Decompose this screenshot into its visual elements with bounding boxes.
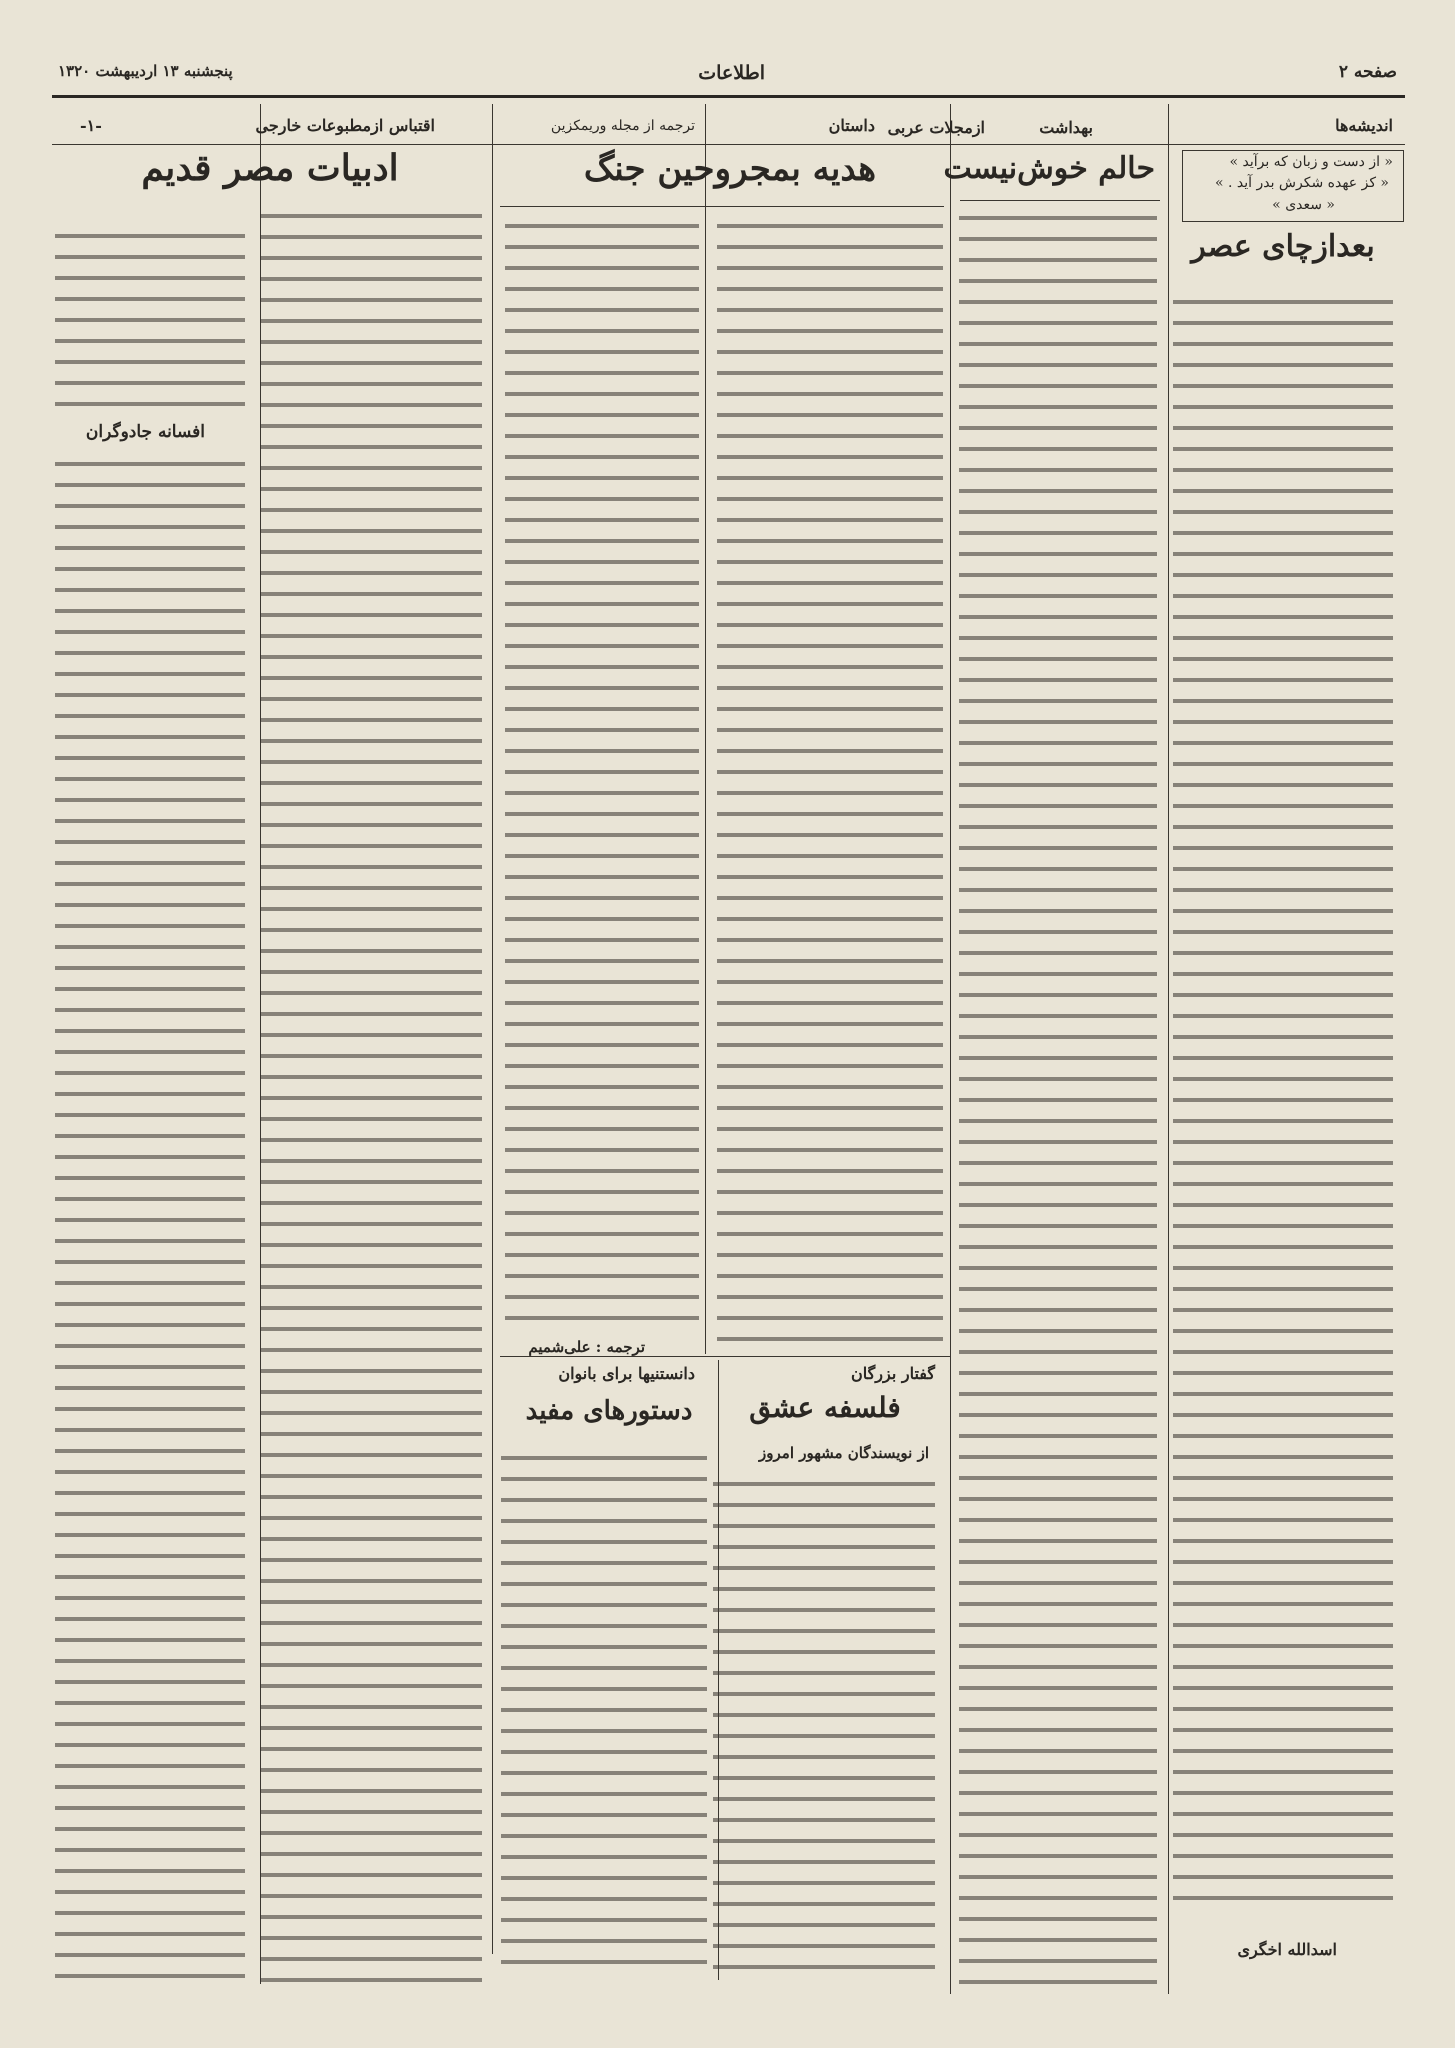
newspaper-name: اطلاعات (698, 62, 765, 84)
poem-line-2: « کز عهده شکرش بدر آید . » (1214, 175, 1389, 191)
egypt-literature-title: ادبیات مصر قدیم (141, 147, 399, 189)
column-rule-1 (1168, 104, 1169, 1994)
health-title: حالم خوش‌نیست (943, 151, 1155, 186)
section-health: بهداشت (1039, 118, 1093, 137)
header-rule (52, 95, 1405, 98)
egypt-body-left-lower (55, 452, 245, 1982)
section-foreign-press: اقتباس ازمطبوعات خارجی (255, 116, 435, 135)
philosophy-body (713, 1472, 935, 1972)
section-women-knowledge: دانستنیها برای بانوان (558, 1364, 695, 1383)
health-title-rule (960, 200, 1160, 201)
section-story: داستان (828, 116, 875, 135)
gift-story-body-left (505, 214, 699, 1334)
health-text (959, 209, 1157, 959)
column-rule-4 (492, 104, 493, 1954)
page-number: صفحه ۲ (1338, 62, 1397, 82)
philosophy-text (713, 1475, 935, 1784)
gift-story-body-right (717, 214, 943, 1344)
section-great-sayings: گفتار بزرگان (851, 1364, 935, 1383)
section-label-rule (52, 144, 1405, 145)
gift-story-title: هدیه بمجروحین جنگ (583, 149, 877, 189)
column-rule-2 (950, 104, 951, 1994)
column-rule-3 (705, 104, 706, 1354)
recipes-text (501, 1449, 707, 1884)
gift-story-translator: ترجمه : علی‌شمیم (528, 1338, 645, 1356)
gift-title-rule (500, 206, 944, 207)
section-foreign-magazines: ازمجلات عربی (887, 118, 985, 137)
poem-author: « سعدی » (1272, 197, 1335, 213)
page-mark: -۱- (80, 116, 102, 135)
egypt-text (260, 207, 482, 1272)
recipes-body (501, 1446, 707, 1966)
issue-date: پنجشنبه ۱۳ اردیبهشت ۱۳۲۰ (58, 62, 233, 80)
after-tea-title: بعدازچای عصر (1191, 229, 1375, 264)
section-translated-from: ترجمه از مجله وریمکزین (550, 118, 695, 134)
after-tea-body (1173, 290, 1393, 1910)
egypt-body-right (260, 204, 482, 1984)
section-thoughts: اندیشه‌ها (1335, 116, 1393, 135)
lower-section-rule (500, 1356, 950, 1357)
egypt-body-left (55, 224, 245, 414)
philosophy-title: فلسفه عشق (749, 1391, 901, 1424)
gift-story-text (717, 217, 943, 1051)
recipes-title: دستورهای مفید (525, 1396, 693, 1426)
poem-line-1: « از دست و زبان که برآید » (1229, 154, 1393, 170)
egypt-subtitle: افسانه جادوگران (85, 422, 205, 442)
after-tea-byline: اسدالله اخگری (1237, 1940, 1337, 1959)
lower-column-rule (718, 1360, 719, 1980)
philosophy-intro: از نویسندگان مشهور امروز (759, 1444, 929, 1462)
after-tea-text (1173, 293, 1393, 812)
health-body (959, 206, 1157, 1986)
